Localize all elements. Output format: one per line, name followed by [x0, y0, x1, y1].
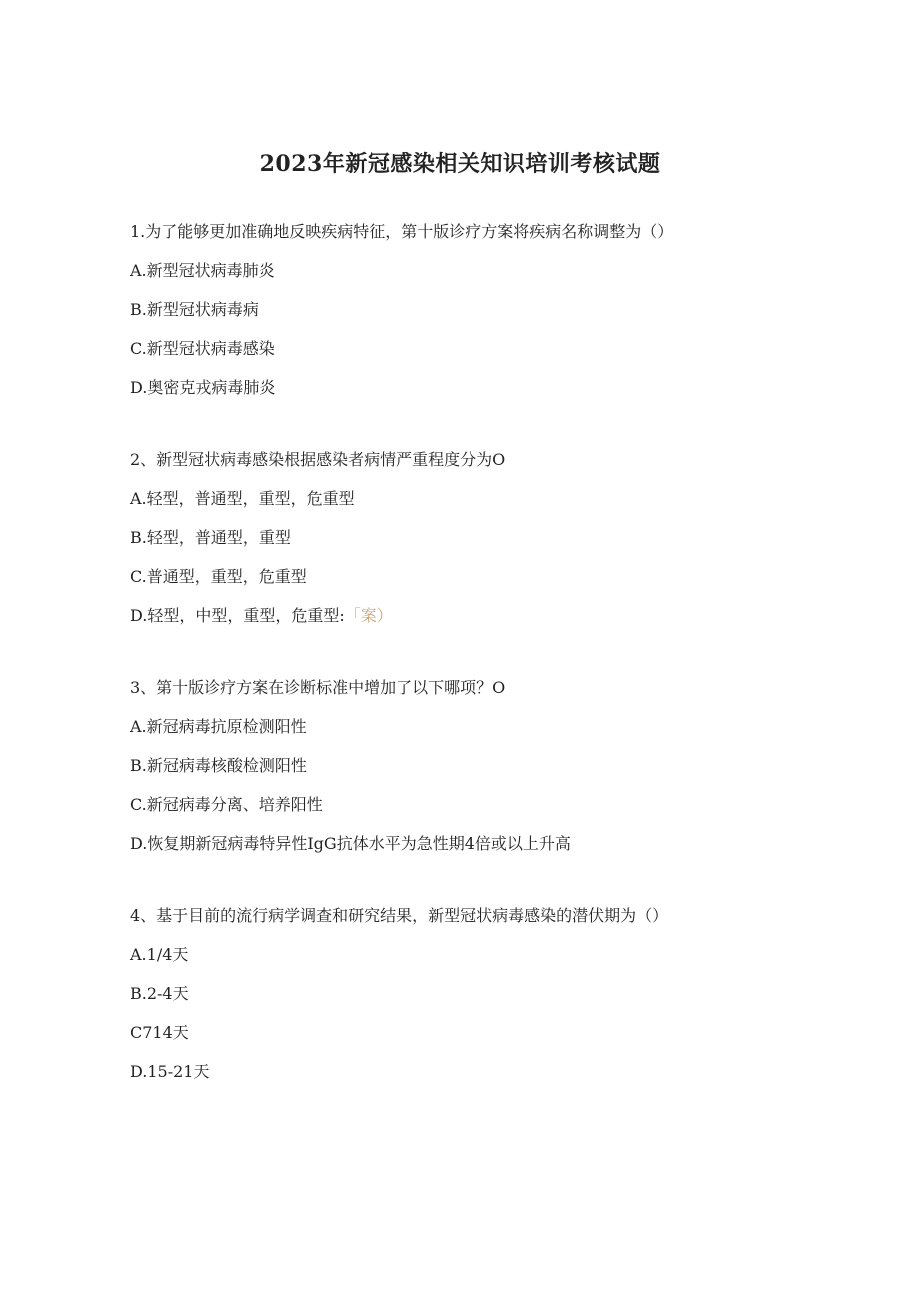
answer-note: 「案） — [344, 606, 393, 625]
option-d: D.奥密克戎病毒肺炎 — [130, 378, 276, 397]
option-b: B.新型冠状病毒病 — [130, 300, 259, 319]
question-4 — [130, 905, 810, 1083]
question-text: 1.为了能够更加准确地反映疾病特征，第十版诊疗方案将疾病名称调整为（） — [130, 222, 674, 241]
question-1 — [130, 221, 810, 399]
option-a: A.1/4天 — [130, 945, 189, 964]
option-d: D.恢复期新冠病毒特异性IgG抗体水平为急性期4倍或以上升高 — [130, 834, 571, 853]
option-c: C.普通型，重型，危重型 — [130, 567, 307, 586]
option-b: B.2-4天 — [130, 984, 189, 1003]
option-b: B.新冠病毒核酸检测阳性 — [130, 756, 307, 775]
question-text: 3、第十版诊疗方案在诊断标准中增加了以下哪项？O — [130, 678, 506, 697]
option-a: A.轻型，普通型，重型，危重型 — [130, 489, 355, 508]
question-text: 2、新型冠状病毒感染根据感染者病情严重程度分为O — [130, 450, 506, 469]
option-c: C714天 — [130, 1023, 189, 1042]
option-b: B.轻型，普通型，重型 — [130, 528, 291, 547]
page-title: 2023年新冠感染相关知识培训考核试题 — [259, 151, 661, 177]
option-d-row — [130, 605, 810, 627]
option-a: A.新冠病毒抗原检测阳性 — [130, 717, 307, 736]
option-c: C.新型冠状病毒感染 — [130, 339, 275, 358]
option-c: C.新冠病毒分离、培养阳性 — [130, 795, 323, 814]
question-3 — [130, 677, 810, 855]
question-2 — [130, 449, 810, 627]
option-d: D.轻型，中型，重型，危重型: — [130, 606, 345, 625]
option-a: A.新型冠状病毒肺炎 — [130, 261, 275, 280]
option-d: D.15-21天 — [130, 1062, 210, 1081]
question-text: 4、基于目前的流行病学调查和研究结果，新型冠状病毒感染的潜伏期为（） — [130, 906, 669, 925]
